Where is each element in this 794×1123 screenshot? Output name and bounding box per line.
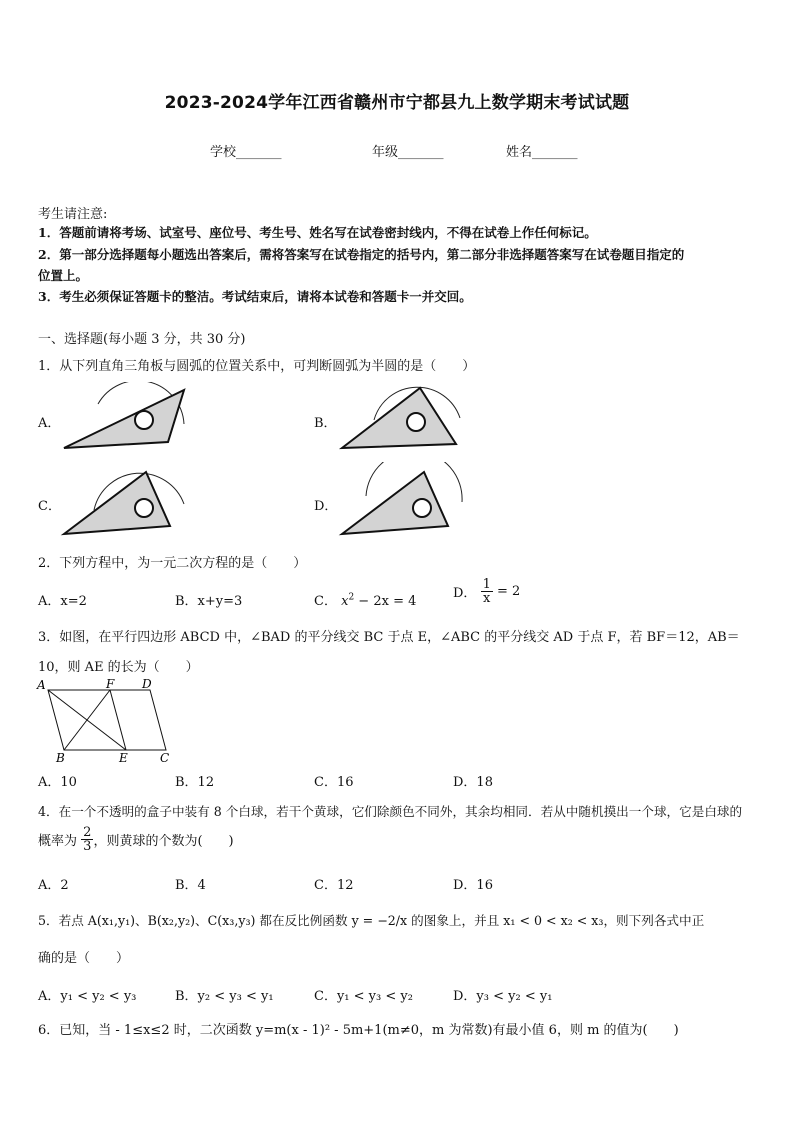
q1-option-c-label[interactable]: C． <box>38 499 61 514</box>
q1-figure-a <box>60 382 186 452</box>
q1-figure-d <box>338 462 464 538</box>
q2-option-a[interactable]: A．x=2 <box>38 594 87 609</box>
q5-option-c[interactable]: C．y₁ < y₃ < y₂ <box>314 989 413 1004</box>
q1-stem: 1．从下列直角三角板与圆弧的位置关系中，可判断圆弧为半圆的是（ ） <box>38 359 476 374</box>
q1-option-b-label[interactable]: B． <box>314 416 337 431</box>
q2-c-rest: − 2x = 4 <box>354 594 417 609</box>
q4-stem-1: 4．在一个不透明的盒子中装有 8 个白球，若干个黄球，它们除颜色不同外，其余均相同．若从中随机摸出一个球，它是白球的 <box>38 804 743 819</box>
page-title: 2023-2024学年江西省赣州市宁都县九上数学期末考试试题 <box>164 93 630 113</box>
q2-d-rest: = 2 <box>492 584 521 599</box>
q1-figure-b <box>338 380 464 452</box>
q5-stem-2: 确的是（ ） <box>38 951 130 966</box>
notice-item-3: 3．考生必须保证答题卡的整洁。考试结束后，请将本试卷和答题卡一并交回。 <box>38 289 472 304</box>
q2-c-exp: 2 <box>348 592 355 603</box>
q1-figure-c <box>60 462 186 538</box>
q2-d-fraction <box>481 578 493 605</box>
q3-option-a[interactable]: A．10 <box>38 775 77 790</box>
notice-item-1: 1．答题前请将考场、试室号、座位号、考生号、姓名写在试卷密封线内，不得在试卷上作任何标记。 <box>38 225 597 240</box>
q1-option-d-label[interactable]: D． <box>314 499 338 514</box>
label-d: D <box>142 677 152 691</box>
q4-stem-2 <box>38 826 234 853</box>
q2-d-den: x <box>483 591 491 606</box>
q5-option-a[interactable]: A．y₁ < y₂ < y₃ <box>38 989 137 1004</box>
q4-option-c[interactable]: C．12 <box>314 878 354 893</box>
notice-item-2: 2．第一部分选择题每小题选出答案后，需将答案写在试卷指定的括号内，第二部分非选择题答案写在试卷题目指定的 <box>38 247 685 262</box>
q6-stem: 6．已知，当 - 1≤x≤2 时，二次函数 y=m(x - 1)² - 5m+1(m≠0，m 为常数)有最小值 6，则 m 的值为( ) <box>38 1023 679 1038</box>
q3-option-d[interactable]: D．18 <box>453 775 493 790</box>
q2-d-num: 1 <box>482 577 491 592</box>
q3-stem-1: 3．如图，在平行四边形 ABCD 中，∠BAD 的平分线交 BC 于点 E，∠ABC 的平分线交 AD 于点 F，若 BF＝12，AB＝ <box>38 630 740 645</box>
section-heading: 一、选择题(每小题 3 分，共 30 分) <box>38 332 246 347</box>
label-a: A <box>37 678 46 692</box>
q4-frac-den: 3 <box>83 839 92 854</box>
q3-stem-2: 10，则 AE 的长为（ ） <box>38 660 199 675</box>
q1-option-a-label[interactable]: A． <box>38 416 61 431</box>
q3-option-c[interactable]: C．16 <box>314 775 354 790</box>
label-c: C <box>160 751 170 765</box>
q4-option-b[interactable]: B．4 <box>175 878 206 893</box>
q4-stem-2-post: ，则黄球的个数为( ) <box>93 834 234 849</box>
q4-option-a[interactable]: A．2 <box>38 878 69 893</box>
q4-stem-2-pre: 概率为 <box>38 834 78 849</box>
q5-option-b[interactable]: B．y₂ < y₃ < y₁ <box>175 989 274 1004</box>
grade-field[interactable]: 年级_______ <box>372 145 444 160</box>
q5-stem-1: 5．若点 A(x₁,y₁)、B(x₂,y₂)、C(x₃,y₃) 都在反比例函数 y = −2/x 的图象上，并且 x₁ < 0 < x₂ < x₃，则下列各式中正 <box>38 913 705 928</box>
q4-fraction <box>81 826 93 853</box>
q2-c-var: x <box>341 594 349 609</box>
q3-parallelogram-figure <box>36 676 176 766</box>
q2-option-b[interactable]: B．x+y=3 <box>175 594 243 609</box>
label-f: F <box>106 677 115 691</box>
q4-option-d[interactable]: D．16 <box>453 878 493 893</box>
q2-option-d[interactable] <box>453 578 520 605</box>
q2-option-c-label: C． <box>314 594 337 609</box>
school-field[interactable]: 学校_______ <box>210 145 282 160</box>
q2-stem: 2．下列方程中，为一元二次方程的是（ ） <box>38 556 307 571</box>
label-b: B <box>56 751 65 765</box>
q2-option-d-label: D． <box>453 586 477 601</box>
name-field[interactable]: 姓名_______ <box>506 145 578 160</box>
label-e: E <box>119 751 128 765</box>
notice-item-2-cont: 位置上。 <box>38 268 89 283</box>
q5-option-d[interactable]: D．y₃ < y₂ < y₁ <box>453 989 553 1004</box>
q3-option-b[interactable]: B．12 <box>175 775 215 790</box>
q2-option-c[interactable] <box>314 590 416 609</box>
notice-heading: 考生请注意: <box>38 207 108 222</box>
q4-frac-num: 2 <box>83 825 92 840</box>
